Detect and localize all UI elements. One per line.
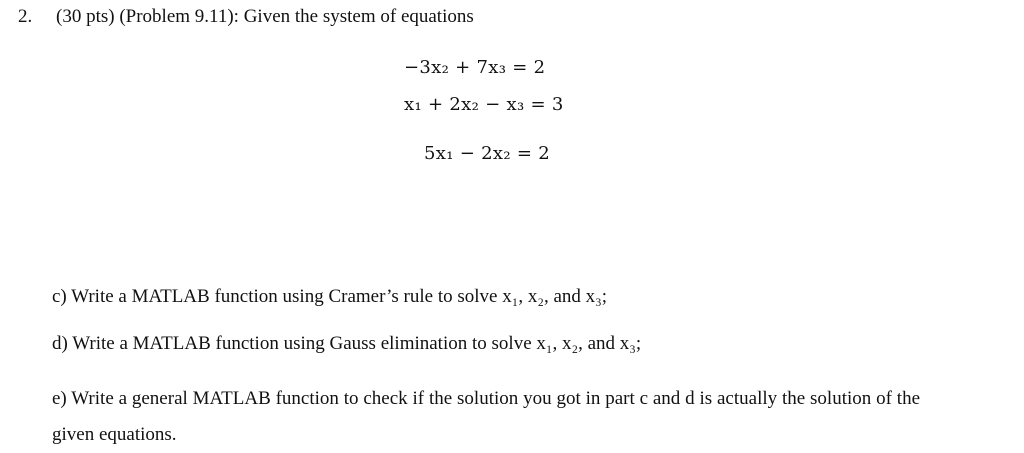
- equation-2: x₁ + 2x₂ − x₃ = 3: [404, 94, 564, 115]
- equation-1: −3x₂ + 7x₃ = 2: [404, 57, 546, 78]
- part-c-text: c) Write a MATLAB function using Cramer’s rule to solve x₁, x₂, and x₃;: [52, 286, 608, 307]
- problem-number: 2.: [18, 6, 33, 27]
- part-e-text: e) Write a general MATLAB function to check if the solution you got in part c and d is actually the solution of the given equations.: [52, 388, 920, 445]
- problem-heading: (30 pts) (Problem 9.11): Given the system of equations: [56, 6, 474, 27]
- equation-3: 5x₁ − 2x₂ = 2: [424, 143, 551, 164]
- part-d-text: d) Write a MATLAB function using Gauss elimination to solve x₁, x₂, and x₃;: [52, 333, 642, 354]
